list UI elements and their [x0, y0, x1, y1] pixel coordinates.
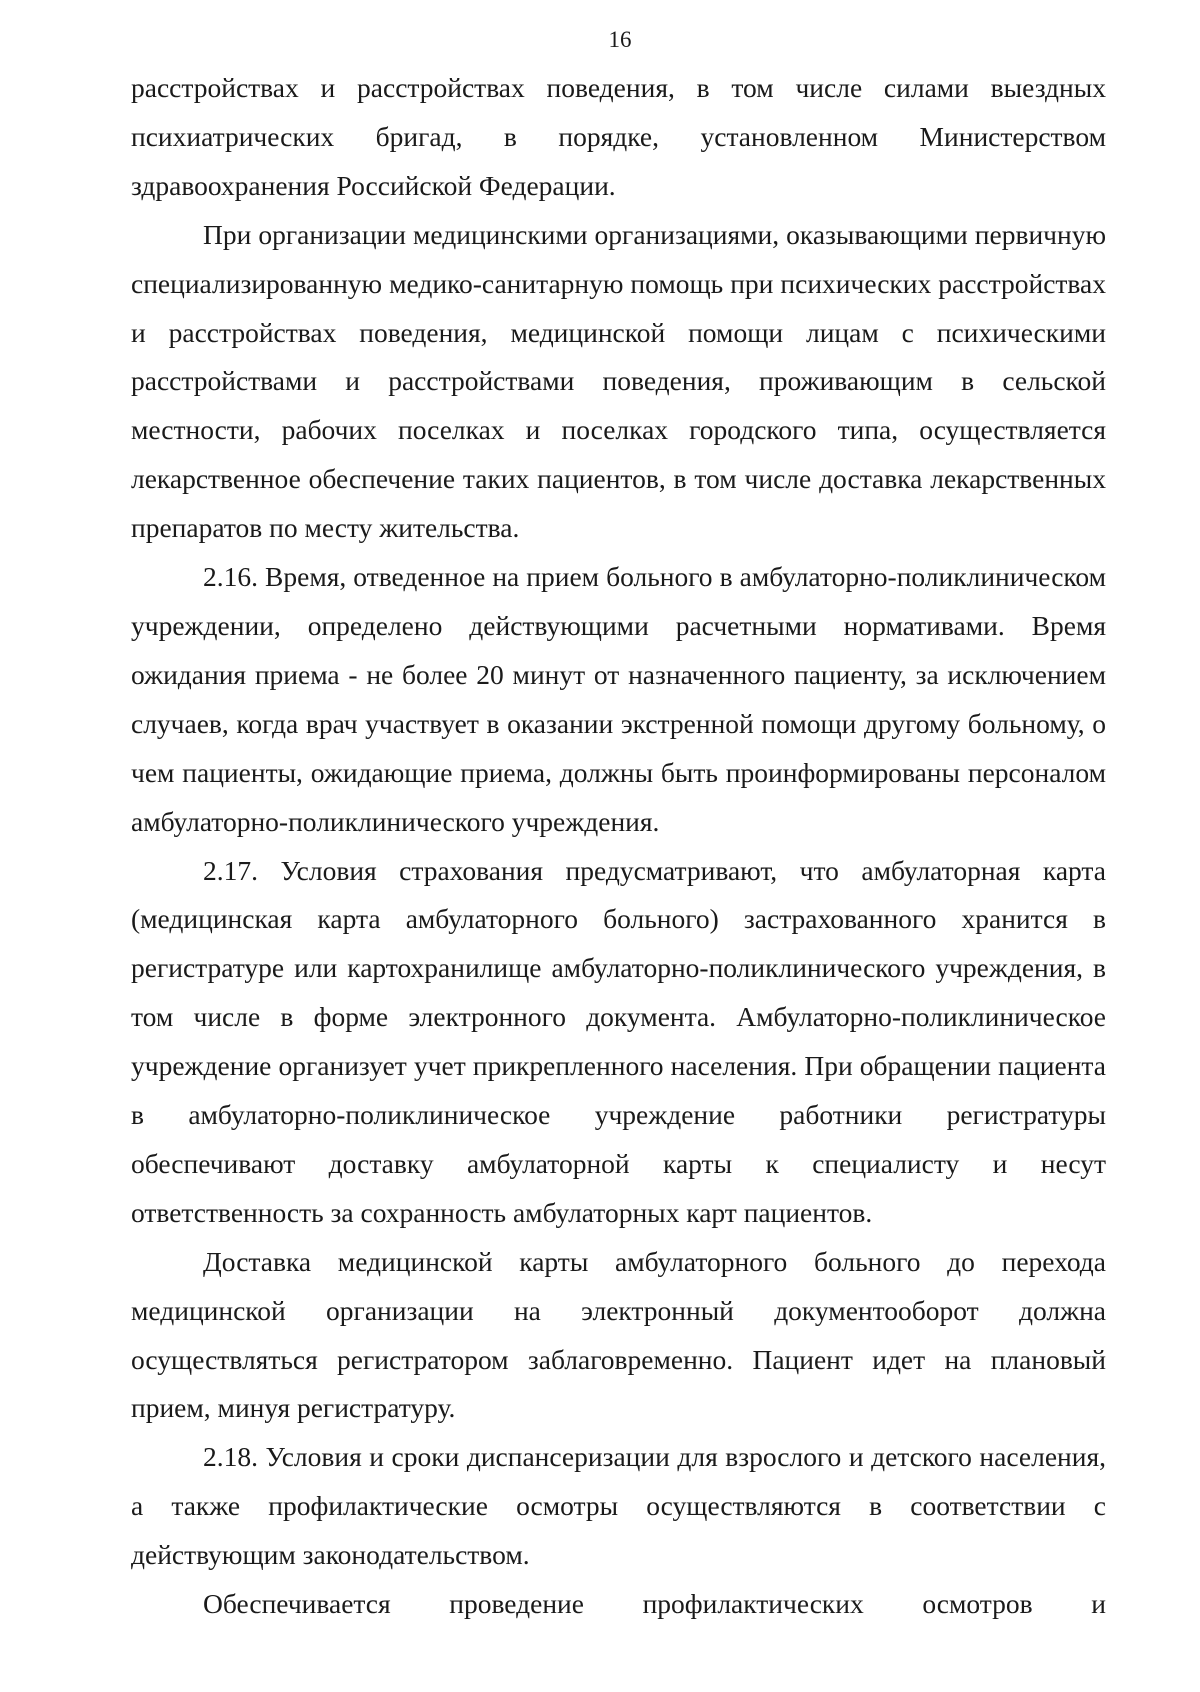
- paragraph-preventive-checkups: Обеспечивается проведение профилактических осмотров и: [203, 1588, 1106, 1620]
- paragraph-rural-medication: При организации медицинскими организациями, оказывающими первичную специализированную медико-санитарную помощь при психических расстройствах и расстройствах поведения, медицинской помощи лицам с психическими расстройствами и расстройствами поведения, проживающим в сельской местности, рабочих поселках и поселках городского типа, осуществляется лекарственное обеспечение таких пациентов, в том числе доставка лекарственных препаратов по месту жительства.: [131, 218, 1106, 544]
- paragraph-continuation: расстройствах и расстройствах поведения, в том числе силами выездных психиатрических бригад, в порядке, установленном Министерством здравоохранения Российской Федерации.: [131, 72, 1106, 201]
- page-number: 16: [608, 27, 632, 52]
- paragraph-card-delivery: Доставка медицинской карты амбулаторного больного до перехода медицинской организации на электронный документооборот должна осуществляться регистратором заблаговременно. Пациент идет на плановый прием, минуя регистратуру.: [131, 1245, 1106, 1424]
- paragraph-2-18-dispensarization: 2.18. Условия и сроки диспансеризации для взрослого и детского населения, а также профилактические осмотры осуществляются в соответствии с действующим законодательством.: [131, 1441, 1106, 1571]
- paragraph-2-16-waiting-time: 2.16. Время, отведенное на прием больного в амбулаторно-поликлиническом учреждении, определено действующими расчетными нормативами. Время ожидания приема - не более 20 минут от назначенного пациенту, за исключением случаев, когда врач участвует в оказании экстренной помощи другому больному, о чем пациенты, ожидающие приема, должны быть проинформированы персоналом амбулаторно-поликлинического учреждения.: [131, 561, 1106, 837]
- paragraph-2-17-insurance: 2.17. Условия страхования предусматривают, что амбулаторная карта (медицинская карта амбулаторного больного) застрахованного хранится в регистратуре или картохранилище амбулаторно-поликлинического учреждения, в том числе в форме электронного документа. Амбулаторно-поликлиническое учреждение организует учет прикрепленного населения. При обращении пациента в амбулаторно-поликлиническое учреждение работники регистратуры обеспечивают доставку амбулаторной карты к специалисту и несут ответственность за сохранность амбулаторных карт пациентов.: [131, 854, 1106, 1228]
- document-body: [131, 64, 1106, 1629]
